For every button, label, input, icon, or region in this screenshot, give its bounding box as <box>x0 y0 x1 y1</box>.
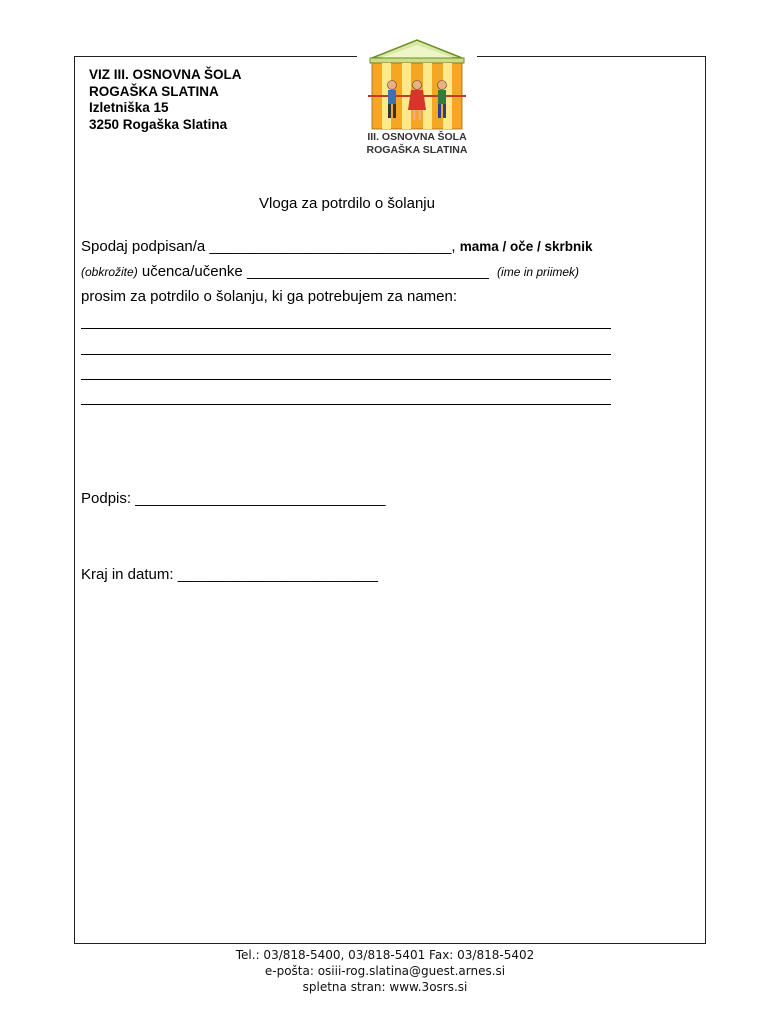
form-title: Vloga za potrdilo o šolanju <box>259 195 435 212</box>
school-name-line1: VIZ III. OSNOVNA ŠOLA <box>89 67 242 82</box>
purpose-intro: prosim za potrdilo o šolanju, ki ga potrebujem za namen: <box>81 288 458 305</box>
purpose-line-3[interactable] <box>81 379 611 380</box>
student-name-blank[interactable]: _____________________________ <box>246 263 489 280</box>
logo-text-line2: ROGAŠKA SLATINA <box>366 144 468 156</box>
student-line <box>81 263 579 280</box>
footer-web: spletna stran: www.3osrs.si <box>302 980 468 994</box>
footer-contact <box>0 947 770 995</box>
place-date-blank[interactable]: ________________________ <box>177 566 378 583</box>
logo-text <box>362 131 472 157</box>
student-label[interactable]: učenca/učenke <box>141 263 243 280</box>
school-address <box>89 67 242 133</box>
signature-label: Podpis: <box>81 490 132 507</box>
purpose-line-4[interactable] <box>81 404 611 405</box>
purpose-line-2[interactable] <box>81 354 611 355</box>
school-street: Izletniška 15 <box>89 100 169 115</box>
school-name-line2: ROGAŠKA SLATINA <box>89 83 219 99</box>
school-city: 3250 Rogaška Slatina <box>89 116 228 132</box>
signer-line <box>81 238 593 255</box>
circle-note: (obkrožite) <box>81 265 138 279</box>
signer-comma: , <box>451 238 456 255</box>
signer-name-blank[interactable]: _____________________________ <box>209 238 452 255</box>
signer-prefix: Spodaj podpisan/a <box>81 238 206 255</box>
purpose-line-1[interactable] <box>81 328 611 329</box>
footer-phone: Tel.: 03/818-5400, 03/818-5401 Fax: 03/818-5402 <box>235 948 535 962</box>
relation-options[interactable]: mama / oče / skrbnik <box>459 239 593 254</box>
signature-line <box>81 490 386 507</box>
signature-blank[interactable]: ______________________________ <box>135 490 386 507</box>
name-hint: (ime in priimek) <box>497 265 580 279</box>
logo-text-line1: III. OSNOVNA ŠOLA <box>367 131 467 143</box>
place-date-line <box>81 566 378 583</box>
place-date-label: Kraj in datum: <box>81 566 174 583</box>
footer-email: e-pošta: osiii-rog.slatina@guest.arnes.si <box>264 964 506 978</box>
